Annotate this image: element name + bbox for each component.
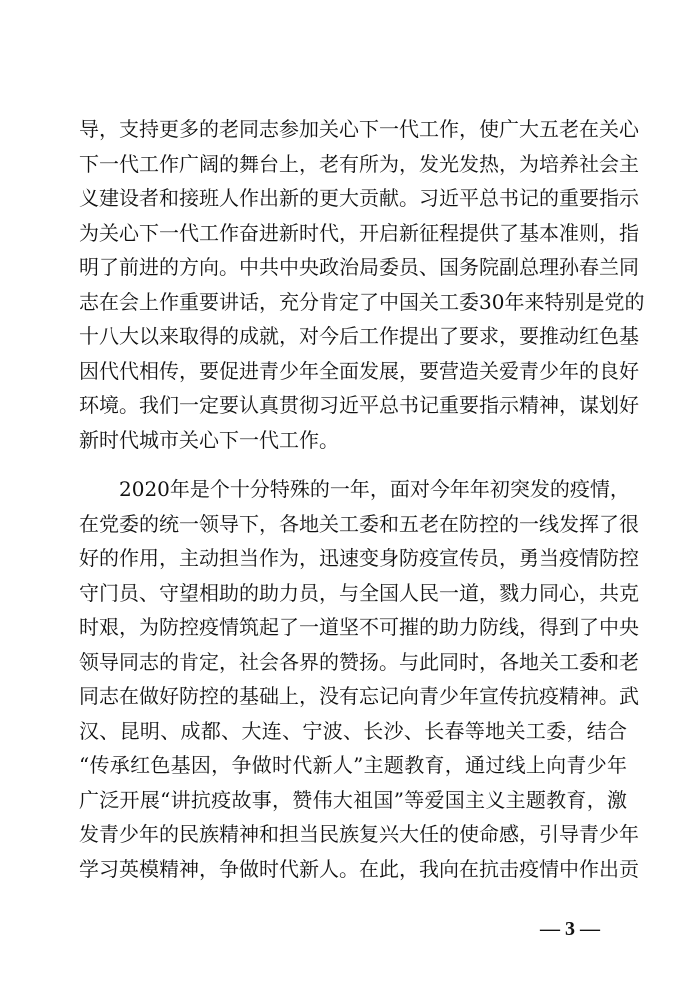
text-line: 在党委的统一领导下，各地关工委和五老在防控的一线发挥了很 — [79, 511, 639, 536]
text-line: 十八大以来取得的成就，对今后工作提出了要求，要推动红色基 — [79, 324, 639, 348]
text-line: 环境。我们一定要认真贯彻习近平总书记重要指示精神，谋划好 — [79, 393, 639, 417]
paragraph-1 — [79, 112, 645, 457]
text-line: 志在会上作重要讲话，充分肯定了中国关工委30年来特别是党的 — [79, 289, 645, 314]
text-line: 发青少年的民族精神和担当民族复兴大任的使命感，引导青少年 — [79, 822, 639, 846]
text-line: 学习英模精神，争做时代新人。在此，我向在抗击疫情中作出贡 — [79, 856, 639, 881]
text-line: 2020年是个十分特殊的一年，面对今年年初突发的疫情， — [119, 477, 630, 501]
text-line: 下一代工作广阔的舞台上，老有所为，发光发热，为培养社会主 — [79, 151, 639, 176]
text-line: 领导同志的肯定，社会各界的赞扬。与此同时，各地关工委和老 — [79, 649, 639, 674]
text-line: 汉、昆明、成都、大连、宁波、长沙、长春等地关工委，结合 — [79, 718, 627, 743]
text-line: 新时代城市关心下一代工作。 — [79, 427, 339, 452]
paragraph-2 — [79, 472, 639, 886]
text-line: 导，支持更多的老同志参加关心下一代工作，使广大五老在关心 — [79, 117, 639, 141]
text-line: 为关心下一代工作奋进新时代，开启新征程提供了基本准则，指 — [79, 220, 639, 245]
text-line: 守门员、守望相助的助力员，与全国人民一道，戮力同心，共克 — [79, 580, 639, 605]
text-line: 广泛开展“讲抗疫故事，赞伟大祖国”等爱国主义主题教育，激 — [79, 787, 627, 812]
text-line: 同志在做好防控的基础上，没有忘记向青少年宣传抗疫精神。武 — [79, 684, 639, 708]
text-line: 因代代相传，要促进青少年全面发展，要营造关爱青少年的良好 — [79, 358, 639, 383]
page-number: — 3 — — [540, 918, 600, 940]
text-line: 时艰，为防控疫情筑起了一道坚不可摧的助力防线，得到了中央 — [79, 615, 639, 639]
text-line: “传承红色基因，争做时代新人”主题教育，通过线上向青少年 — [79, 753, 627, 777]
text-line: 义建设者和接班人作出新的更大贡献。习近平总书记的重要指示 — [79, 186, 639, 210]
text-line: 明了前进的方向。中共中央政治局委员、国务院副总理孙春兰同 — [79, 255, 639, 279]
text-line: 好的作用，主动担当作为，迅速变身防疫宣传员，勇当疫情防控 — [79, 546, 639, 570]
